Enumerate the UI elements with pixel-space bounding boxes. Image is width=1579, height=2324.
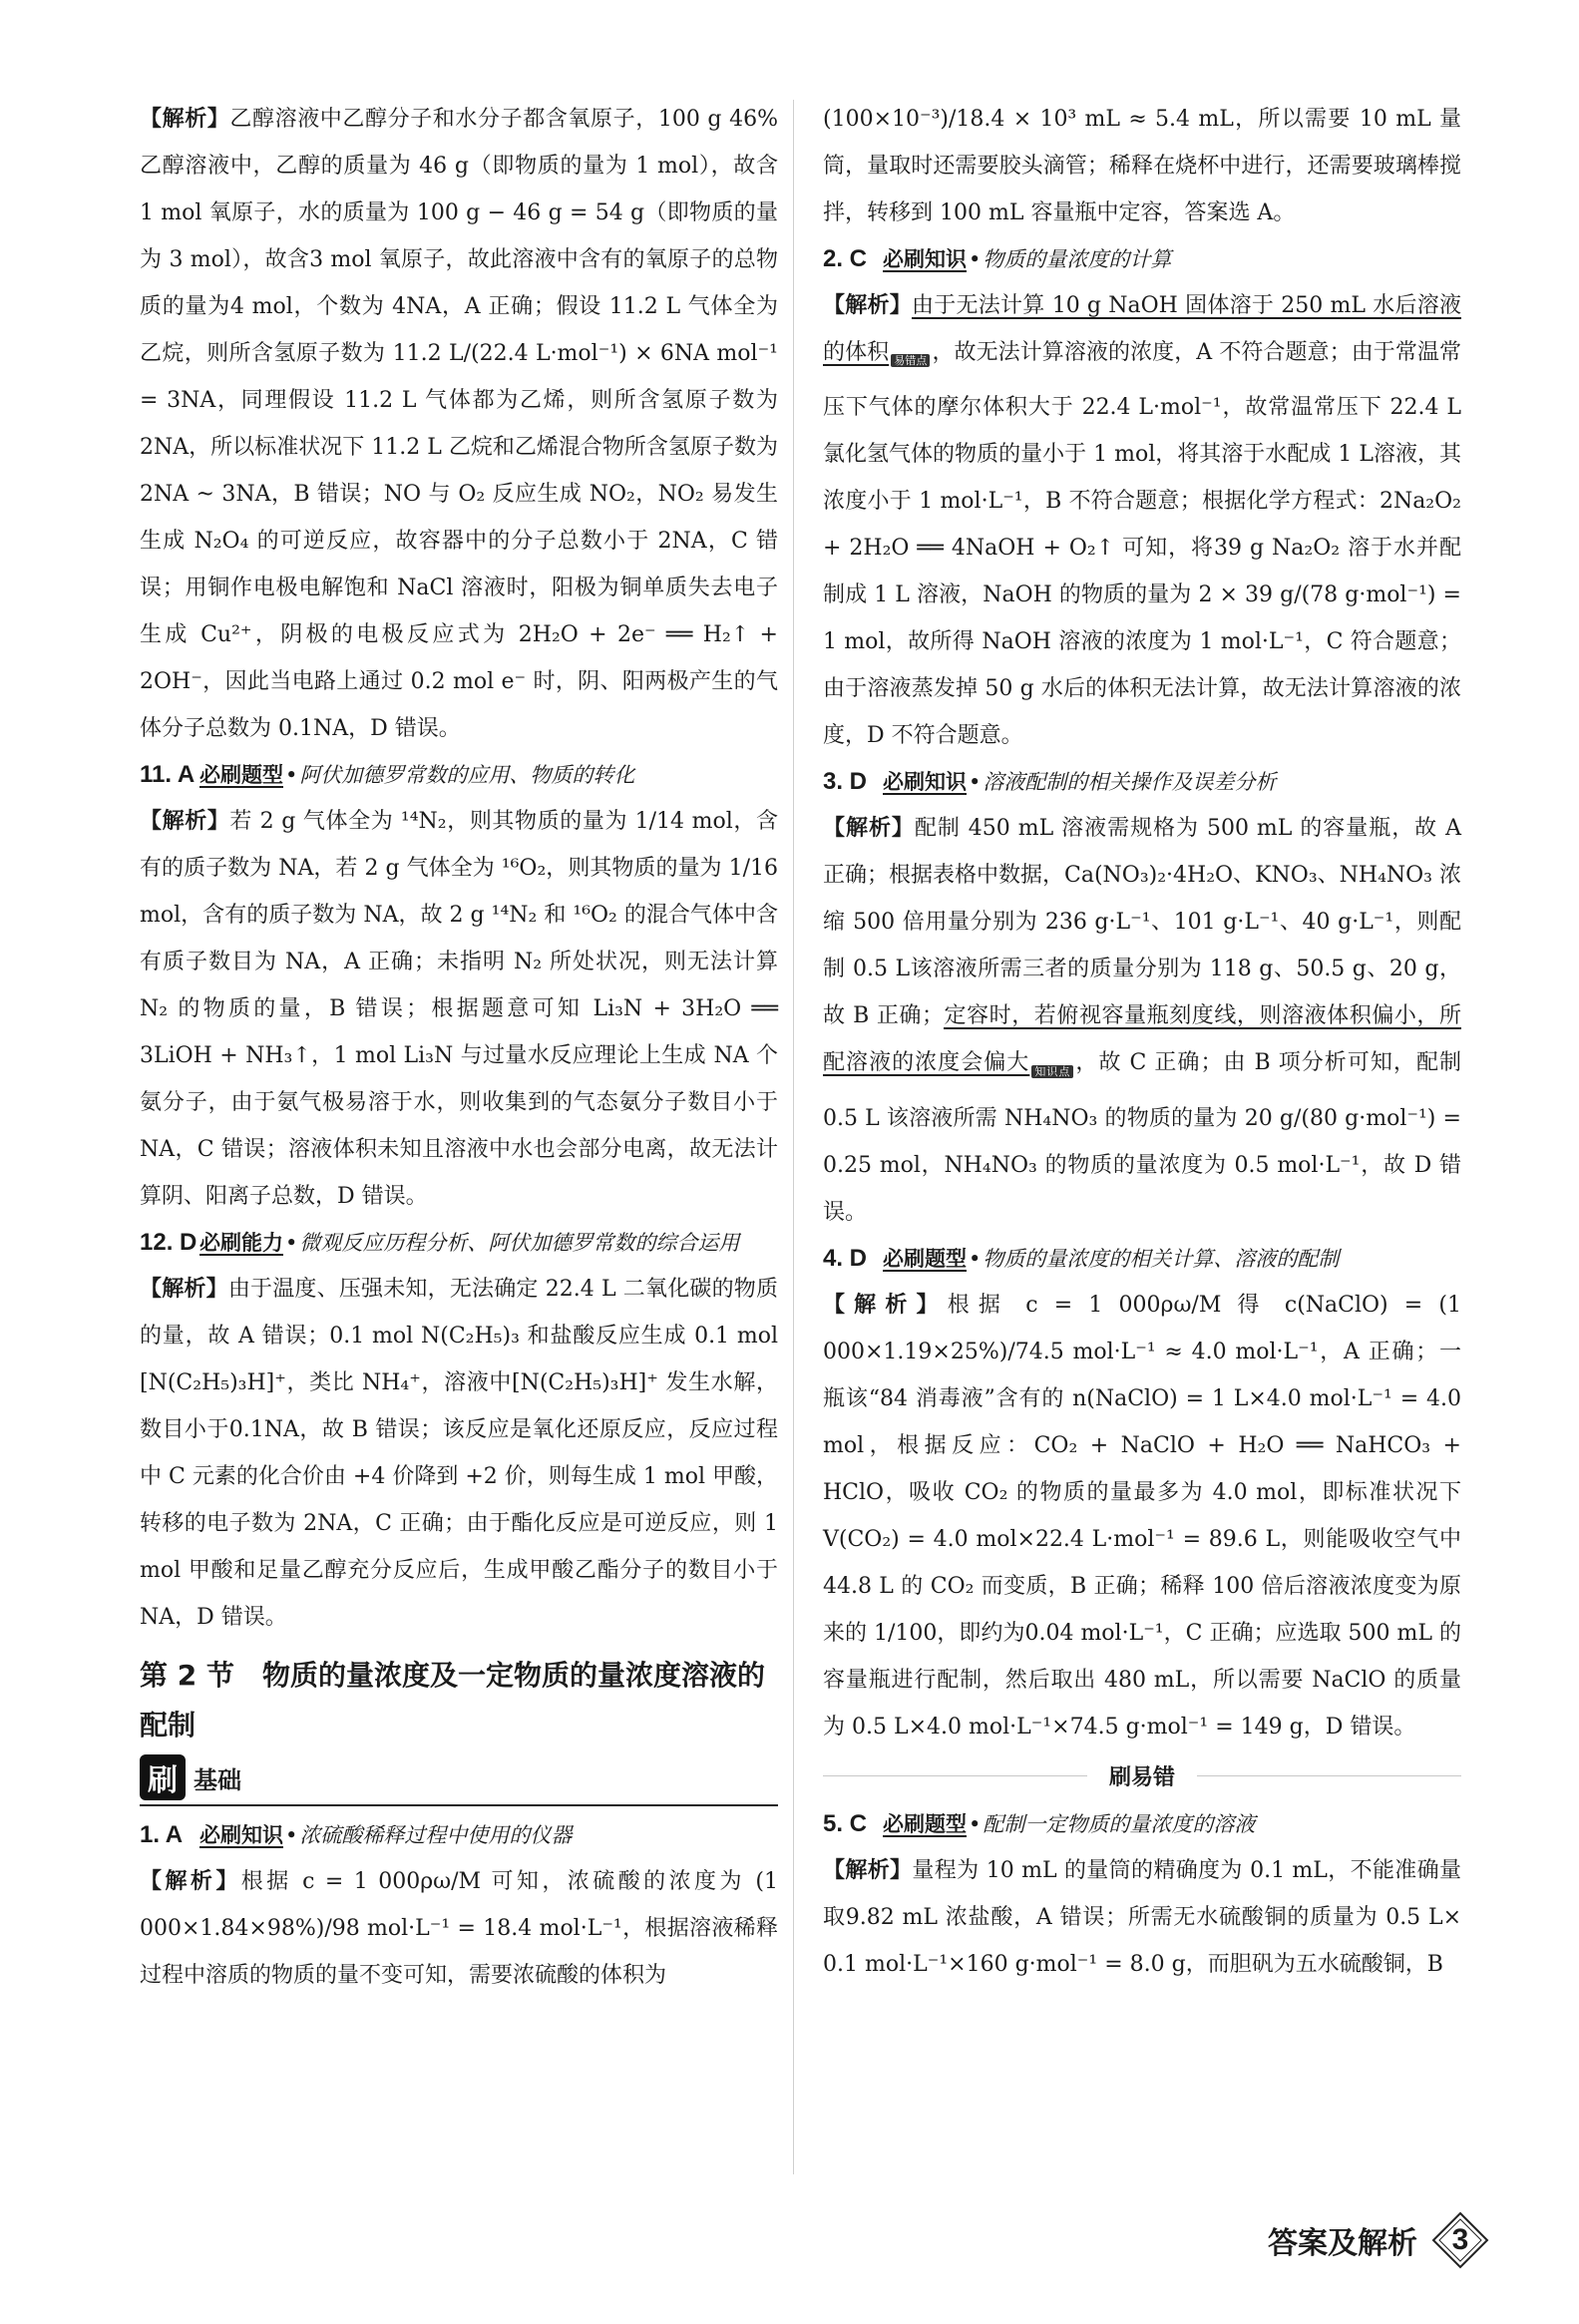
q4-number: 4. D — [823, 1244, 868, 1272]
q5-header — [823, 1801, 1461, 1847]
q11-header — [140, 752, 778, 798]
q4-kind: 必刷题型 — [883, 1246, 967, 1271]
q5-topic: 配制一定物质的量浓度的溶液 — [983, 1811, 1256, 1836]
analysis-tag: 【解析】 — [140, 1869, 241, 1894]
q1-number: 1. A — [140, 1821, 184, 1848]
q3-topic: 溶液配制的相关操作及误差分析 — [983, 770, 1277, 795]
analysis-tag: 【解析】 — [140, 107, 230, 132]
section-title: 第 2 节 物质的量浓度及一定物质的量浓度溶液的配制 — [140, 1659, 765, 1742]
analysis-tag: 【解析】 — [823, 1292, 948, 1318]
analysis-tag: 【解析】 — [823, 816, 915, 842]
q4-topic: 物质的量浓度的相关计算、溶液的配制 — [983, 1246, 1340, 1271]
q10-analysis-text: 乙醇溶液中乙醇分子和水分子都含氧原子，100 g 46%乙醇溶液中，乙醇的质量为 46 g（即物质的量为 1 mol），故含 1 mol 氧原子，水的质量为 100 g − 46 g = 54 g（即物质的量为 3 mol），故含3 mol 氧原子，故此溶液中含有的氧原子的总物质的量为4 mol，个数为 4NA，A 正确；假设 11.2 L 气体全为乙烷，则所含氢原子数为 11.2 L/(22.4 L·mol⁻¹) × 6NA mol⁻¹ = 3NA，同理假设 11.2 L 气体都为乙烯，则所含氢原子数为 2NA，所以标准状况下 11.2 L 乙烷和乙烯混合物所含氢原子数为 2NA ~ 3NA，B 错误；NO 与 O₂ 反应生成 NO₂，NO₂ 易发生生成 N₂O₄ 的可逆反应，故容器中的分子总数小于 2NA，C 错误；用铜作电极电解饱和 NaCl 溶液时，阳极为铜单质失去电子生成 Cu²⁺，阴极的电极反应式为 2H₂O + 2e⁻ ══ H₂↑ + 2OH⁻，因此当电路上通过 0.2 mol e⁻ 时，阴、阳两极产生的气体分子总数为 0.1NA，D 错误。 — [140, 107, 778, 741]
analysis-tag: 【解析】 — [823, 1857, 913, 1883]
bullet-dot: • — [285, 1823, 298, 1847]
q5-analysis-text: 量程为 10 mL 的量筒的精确度为 0.1 mL，不能准确量取9.82 mL 浓盐酸，A 错误；所需无水硫酸铜的质量为 0.5 L× 0.1 mol·L⁻¹×160 g·mol⁻¹ = 8.0 g，而胆矾为五水硫酸铜，B — [823, 1857, 1461, 1977]
bullet-dot: • — [969, 770, 982, 795]
divider-line-right — [1197, 1775, 1461, 1776]
left-column — [140, 96, 778, 1999]
page-number-text: 3 — [1451, 2223, 1469, 2256]
q5-number: 5. C — [823, 1809, 868, 1837]
page-number — [1431, 2211, 1489, 2269]
q10-analysis — [140, 96, 778, 752]
q12-number: 12. D — [140, 1229, 197, 1256]
q3-underlined-text: 定容时，若俯视容量瓶刻度线，则溶液体积偏小，所配溶液的浓度会偏大 — [823, 1003, 1461, 1076]
q11-kind: 必刷题型 — [199, 763, 283, 787]
footer-label: 答案及解析 — [1268, 2226, 1417, 2261]
q3-header — [823, 759, 1461, 805]
bullet-dot: • — [285, 763, 298, 787]
q11-analysis-text: 若 2 g 气体全为 ¹⁴N₂，则其物质的量为 1/14 mol，含有的质子数为 NA，若 2 g 气体全为 ¹⁶O₂，则其物质的量为 1/16 mol，含有的质子数为 NA，故 2 g ¹⁴N₂ 和 ¹⁶O₂ 的混合气体中含有质子数目为 NA，A 正确；未指明 N₂ 所处状况，则无法计算 N₂ 的物质的量，B 错误；根据题意可知 Li₃N + 3H₂O ══ 3LiOH + NH₃↑，1 mol Li₃N 与过量水反应理论上生成 NA 个氨分子，由于氨气极易溶于水，则收集到的气态氨分子数目小于 NA，C 错误；溶液体积未知且溶液中水也会部分电离，故无法计算阴、阳离子总数，D 错误。 — [140, 809, 778, 1209]
q2-kind: 必刷知识 — [883, 247, 967, 271]
bullet-dot: • — [285, 1231, 298, 1255]
q2-note: 易错点 — [891, 354, 930, 367]
q11-analysis — [140, 798, 778, 1220]
basics-banner — [140, 1754, 778, 1806]
q12-analysis-text: 由于温度、压强未知，无法确定 22.4 L 二氧化碳的物质的量，故 A 错误；0.1 mol N(C₂H₅)₃ 和盐酸反应生成 0.1 mol [N(C₂H₅)₃H]⁺，类比 NH₄⁺，溶液中[N(C₂H₅)₃H]⁺ 发生水解，数目小于0.1NA，故 B 错误；该反应是氧化还原反应，反应过程中 C 元素的化合价由 +4 价降到 +2 价，则每生成 1 mol 甲酸，转移的电子数为 2NA，C 正确；由于酯化反应是可逆反应，则 1 mol 甲酸和足量乙醇充分反应后，生成甲酸乙酯分子的数目小于 NA，D 错误。 — [140, 1277, 778, 1630]
q2-underlined-text: 由于无法计算 10 g NaOH 固体溶于 250 mL 水后溶液的体积 — [823, 293, 1461, 365]
q3-analysis-text-2: ，故 C 正确；由 B 项分析可知，配制 0.5 L 该溶液所需 NH₄NO₃ 的物质的量为 20 g/(80 g·mol⁻¹) = 0.25 mol，NH₄NO₃ 的物质的量浓度为 0.5 mol·L⁻¹，故 D 错误。 — [823, 1050, 1461, 1225]
bullet-dot: • — [969, 247, 982, 271]
analysis-tag: 【解析】 — [140, 1277, 228, 1302]
q12-analysis — [140, 1266, 778, 1641]
q11-topic: 阿伏加德罗常数的应用、物质的转化 — [299, 763, 635, 787]
error-prone-divider — [823, 1760, 1461, 1791]
q5-kind: 必刷题型 — [883, 1811, 967, 1836]
q3-number: 3. D — [823, 768, 868, 796]
q5-analysis — [823, 1847, 1461, 1988]
q12-topic: 微观反应历程分析、阿伏加德罗常数的综合运用 — [299, 1231, 740, 1255]
q1-analysis — [140, 1858, 778, 1999]
q4-analysis-text: 根据 c = 1 000ρω/M 得 c(NaClO) = (1 000×1.19×25%)/74.5 mol·L⁻¹ ≈ 4.0 mol·L⁻¹，A 正确；一瓶该“84 消毒液”含有的 n(NaClO) = 1 L×4.0 mol·L⁻¹ = 4.0 mol，根据反应：CO₂ + NaClO + H₂O ══ NaHCO₃ + HClO，吸收 CO₂ 的物质的量最多为 4.0 mol，即标准状况下 V(CO₂) = 4.0 mol×22.4 L·mol⁻¹ = 89.6 L，则能吸收空气中 44.8 L 的 CO₂ 而变质，B 正确；稀释 100 倍后溶液浓度变为原来的 1/100，即约为0.04 mol·L⁻¹，C 正确；应选取 500 mL 的容量瓶进行配制，然后取出 480 mL，所以需要 NaClO 的质量为 0.5 L×4.0 mol·L⁻¹×74.5 g·mol⁻¹ = 149 g，D 错误。 — [823, 1292, 1461, 1740]
q2-header — [823, 236, 1461, 282]
q3-analysis-text-1: 配制 450 mL 溶液需规格为 500 mL 的容量瓶，故 A 正确；根据表格中数据，Ca(NO₃)₂·4H₂O、KNO₃、NH₄NO₃ 浓缩 500 倍用量分别为 236 g·L⁻¹、101 g·L⁻¹、40 g·L⁻¹，则配制 0.5 L该溶液所需三者的质量分别为 118 g、50.5 g、20 g，故 B 正确； — [823, 816, 1461, 1029]
shua-badge-icon: 刷 — [140, 1754, 186, 1800]
q1-analysis-text: 根据 c = 1 000ρω/M 可知，浓硫酸的浓度为 (1 000×1.84×98%)/98 mol·L⁻¹ = 18.4 mol·L⁻¹，根据溶液稀释过程中溶质的物质的量不变可知，需要浓硫酸的体积为 — [140, 1869, 778, 1988]
q1-topic: 浓硫酸稀释过程中使用的仪器 — [299, 1823, 573, 1847]
q3-note: 知识点 — [1031, 1065, 1073, 1078]
analysis-tag: 【解析】 — [140, 809, 230, 834]
basics-label: 基础 — [194, 1765, 241, 1794]
q12-kind: 必刷能力 — [199, 1231, 283, 1255]
column-divider — [793, 100, 794, 2174]
q2-analysis — [823, 282, 1461, 759]
right-column — [823, 96, 1461, 1988]
q2-number: 2. C — [823, 245, 868, 272]
bullet-dot: • — [969, 1811, 982, 1836]
page-footer — [1268, 2211, 1489, 2269]
q1-continued — [823, 96, 1461, 236]
q1-continued-text: (100×10⁻³)/18.4 × 10³ mL ≈ 5.4 mL，所以需要 10 mL 量筒，量取时还需要胶头滴管；稀释在烧杯中进行，还需要玻璃棒搅拌，转移到 100 mL 容量瓶中定容，答案选 A。 — [823, 107, 1461, 225]
q2-topic: 物质的量浓度的计算 — [983, 247, 1172, 271]
q3-kind: 必刷知识 — [883, 770, 967, 795]
analysis-tag: 【解析】 — [823, 293, 912, 318]
q1-kind: 必刷知识 — [199, 1823, 283, 1847]
q4-header — [823, 1236, 1461, 1282]
q4-analysis — [823, 1282, 1461, 1750]
q1-header — [140, 1812, 778, 1858]
divider-line-left — [823, 1775, 1087, 1776]
error-prone-label: 刷易错 — [1109, 1764, 1176, 1790]
q12-header — [140, 1220, 778, 1266]
bullet-dot: • — [969, 1246, 982, 1271]
q11-number: 11. A — [140, 761, 196, 788]
q2-analysis-text: ，故无法计算溶液的浓度，A 不符合题意；由于常温常压下气体的摩尔体积大于 22.4 L·mol⁻¹，故常温常压下 22.4 L氯化氢气体的物质的量小于 1 mol，将其溶于水配成 1 L溶液，其浓度小于 1 mol·L⁻¹，B 不符合题意；根据化学方程式：2Na₂O₂ + 2H₂O ══ 4NaOH + O₂↑ 可知，将39 g Na₂O₂ 溶于水并配制成 1 L 溶液，NaOH 的物质的量为 2 × 39 g/(78 g·mol⁻¹) = 1 mol，故所得 NaOH 溶液的浓度为 1 mol·L⁻¹，C 符合题意；由于溶液蒸发掉 50 g 水后的体积无法计算，故无法计算溶液的浓度，D 不符合题意。 — [823, 340, 1461, 749]
q3-analysis — [823, 805, 1461, 1235]
